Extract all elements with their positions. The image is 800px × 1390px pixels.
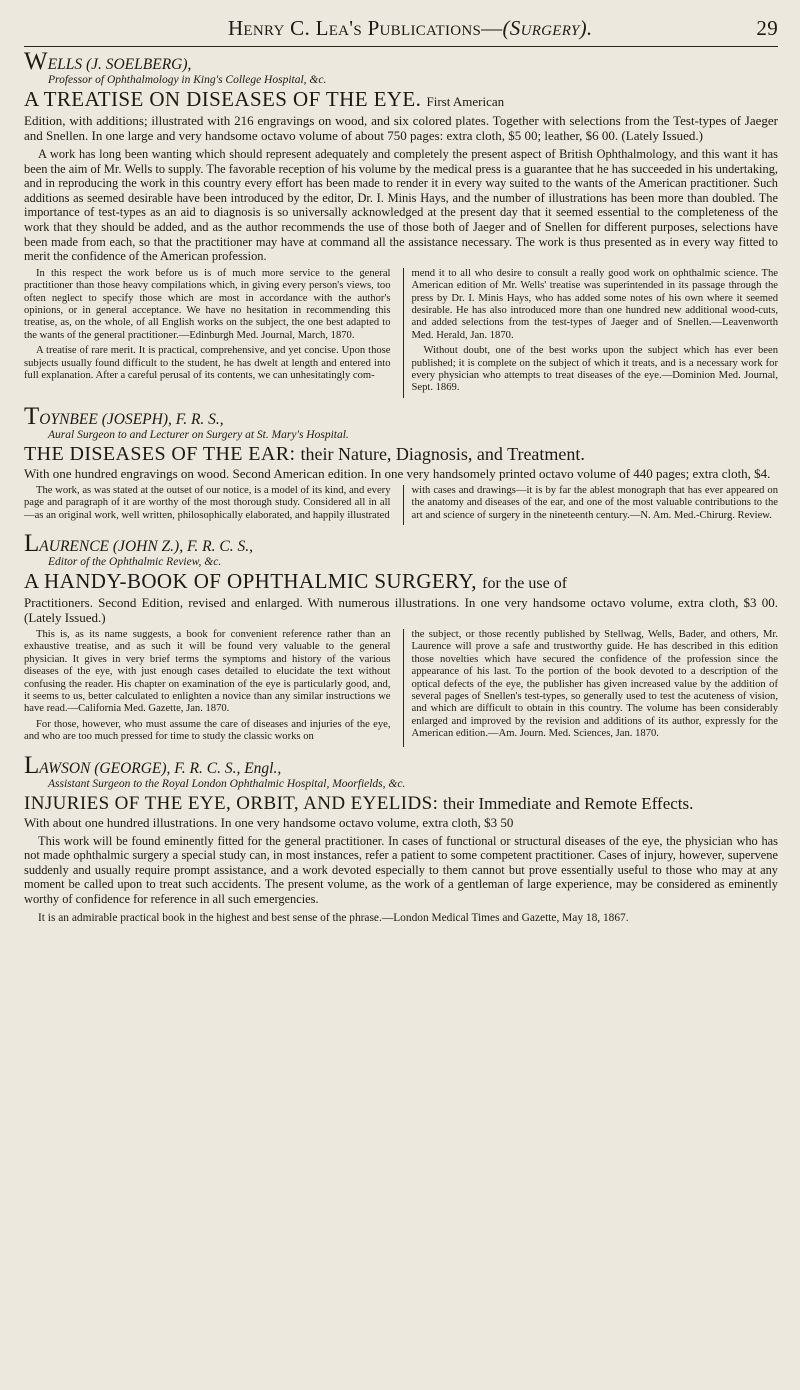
book-title: THE DISEASES OF THE EAR: their Nature, Diagnosis, and Treatment. bbox=[24, 442, 585, 465]
review-columns bbox=[24, 268, 778, 398]
book-description: Practitioners. Second Edition, revised and enlarged. With numerous illustrations. In one very handsome octavo volume, extra cloth, $3 00. (Lately Issued.) bbox=[24, 595, 778, 626]
book-description: With one hundred engravings on wood. Second American edition. In one very handsomely printed octavo volume of 440 pages; extra cloth, $4. bbox=[24, 465, 771, 481]
review-quote: It is an admirable practical book in the highest and best sense of the phrase.—London Medical Times and Gazette, May 18, 1867. bbox=[38, 911, 629, 924]
review-columns bbox=[24, 629, 778, 747]
book-title: A HANDY-BOOK OF OPHTHALMIC SURGERY, for the use of bbox=[24, 569, 568, 594]
review-paragraph: the subject, or those recently published by Stellwag, Wells, Bader, and others, Mr. Laurence will prove a safe and trustworthy guide. He has described in this edition those novelties which have secured the confidence of the profession since the appearance of his last. To the portion of the book devoted to a description of the optical defects of the eye, the publisher has given increased value by the addition of several pages of Snellen's test-types, so generally used to test the acuteness of vision, and which are difficult to obtain in this country. The volume has been considerably enlarged and improved by the revision and additions of its author, expressly for the American edition.—Am. Journ. Med. Sciences, Jan. 1870. bbox=[411, 629, 778, 740]
review-paragraph: mend it to all who desire to consult a really good work on ophthalmic science. The American edition of Mr. Wells' treatise was superintended in its passage through the press by Dr. I. Minis Hays, who has added some notes of his own where it seemed desirable. He has also introduced more than one hundred new additional wood-cuts, and added selections from the test-types of Jaeger and of Snellen.—Leavenworth Med. Herald, Jan. 1870. bbox=[411, 267, 778, 341]
page-number: 29 bbox=[756, 16, 778, 40]
review-paragraph: In this respect the work before us is of much more service to the general practitioner than those heavy compilations which, in giving every person's views, too often neglect to specify those which are most in accordance with the author's opinions, or in general acceptance. We have no hesitation in recommending this treatise, as, on the whole, of all English works on the subject, the one best adapted to the wants of the general practitioner.—Edinburgh Med. Journal, March, 1870. bbox=[24, 267, 391, 341]
entry-lawson bbox=[24, 751, 778, 926]
running-header bbox=[24, 16, 778, 41]
review-column-left bbox=[24, 268, 391, 398]
review-column-right bbox=[403, 629, 779, 747]
author-position: Professor of Ophthalmology in King's College Hospital, &c. bbox=[48, 74, 327, 86]
entry-toynbee bbox=[24, 402, 778, 525]
book-title: INJURIES OF THE EYE, ORBIT, AND EYELIDS: their Immediate and Remote Effects. bbox=[24, 792, 694, 814]
book-description: Edition, with additions; illustrated with 216 engravings on wood, and six colored plates. Together with selections from the Test-types of Jaeger and Snellen. In one large and very handsome octavo volume of about 750 pages: extra cloth, $5 00; leather, $6 00. (Lately Issued.) bbox=[24, 113, 778, 143]
review-column-left bbox=[24, 629, 391, 747]
review-paragraph: A treatise of rare merit. It is practical, comprehensive, and yet concise. Upon those subjects usually found difficult to the student, he has dwelt at length and entered into full explanation. After a careful perusal of its contents, we can unhesitatingly com- bbox=[24, 345, 391, 381]
review-paragraph: This is, as its name suggests, a book for convenient reference rather than an exhaustive treatise, and as such it will be found very valuable to the general physician. It gives in very brief terms the symptoms and history of the various diseases of the eye, with just enough cases detailed to elucidate the text without confusing the reader. His chapter on examination of the eye is particularly good, and, it seems to us, better calculated to enlighten a novice than any similar instructions we have read.—California Med. Gazette, Jan. 1870. bbox=[24, 629, 391, 715]
entry-laurence bbox=[24, 530, 778, 747]
author-name: WELLS (J. SOELBERG), bbox=[24, 48, 192, 75]
author-name: LAWSON (GEORGE), F. R. C. S., Engl., bbox=[24, 751, 282, 779]
review-columns bbox=[24, 485, 778, 525]
intro-paragraph: A work has long been wanting which should represent adequately and completely the present aspect of British Ophthalmology, and this want it has been the aim of Mr. Wells to supply. The favorable reception of his volume by the medical press is a guarantee that he has succeeded in his undertaking, and in reproducing the work in this country every effort has been made to render it in every way suited to the wants of the American practitioner. Such additions as seemed desirable have been introduced by the editor, Dr. I. Minis Hays, and the number of illustrations has been more than doubled. The importance of test-types as an aid to diagnosis is so universally acknowledged at the present day that it seemed essential to the completeness of the work that they should be added, and as the author recommends the use of those both of Jaeger and of Snellen for different purposes, selections have been made from each, so that the practitioner may have at command all the assistance necessary. The work is thus presented as in every way fitted to merit the confidence of the American profession. bbox=[24, 147, 778, 264]
book-description: With about one hundred illustrations. In one very handsome octavo volume, extra cloth, $3 50 bbox=[24, 814, 514, 830]
author-position: Assistant Surgeon to the Royal London Ophthalmic Hospital, Moorfields, &c. bbox=[48, 777, 406, 790]
review-paragraph: Without doubt, one of the best works upon the subject which has ever been published; it is complete on the subject of which it treats, and is a necessary work for every physician who attempts to treat diseases of the eye.—Dominion Med. Journal, Sept. 1869. bbox=[411, 345, 778, 394]
book-title: A TREATISE ON DISEASES OF THE EYE. First American bbox=[24, 87, 505, 111]
author-position: Aural Surgeon to and Lecturer on Surgery at St. Mary's Hospital. bbox=[48, 428, 349, 441]
body-paragraph: This work will be found eminently fitted for the general practitioner. In cases of functional or structural diseases of the eye, the physician who has not made ophthalmic surgery a special study can, in most instances, refer a patient to some competent practitioner. Cases of injury, however, supervene suddenly and usually require prompt assistance, and a work devoted especially to them cannot but prove essentially useful to those who may at any moment be called upon to treat such accidents. The present volume, as the work of a gentleman of large experience, may be considered as eminently worthy of confidence for reference in all such emergencies. bbox=[24, 833, 778, 907]
author-position: Editor of the Ophthalmic Review, &c. bbox=[48, 556, 222, 569]
author-name: TOYNBEE (JOSEPH), F. R. S., bbox=[24, 402, 224, 430]
review-paragraph: with cases and drawings—it is by far the ablest monograph that has ever appeared on the anatomy and diseases of the ear, and one of the most valuable contributions to the art and science of surgery in the nineteenth century.—N. Am. Med.-Chirurg. Review. bbox=[411, 484, 778, 521]
review-column-left bbox=[24, 485, 391, 525]
publisher-heading: Henry C. Lea's Publications—(Surgery). bbox=[227, 16, 593, 40]
review-column-right bbox=[403, 485, 779, 525]
review-paragraph: The work, as was stated at the outset of our notice, is a model of its kind, and every page and paragraph of it are worthy of the most thorough study. Considered all in all—as an original work, well written, philosophically elaborated, and happily illustrated bbox=[24, 484, 391, 521]
entry-wells bbox=[24, 48, 778, 398]
review-paragraph: For those, however, who must assume the care of diseases and injuries of the eye, and who are too much pressed for time to study the classic works on bbox=[24, 718, 391, 743]
review-column-right bbox=[403, 268, 779, 398]
header-rule bbox=[24, 46, 778, 47]
author-name: LAURENCE (JOHN Z.), F. R. C. S., bbox=[24, 530, 253, 558]
